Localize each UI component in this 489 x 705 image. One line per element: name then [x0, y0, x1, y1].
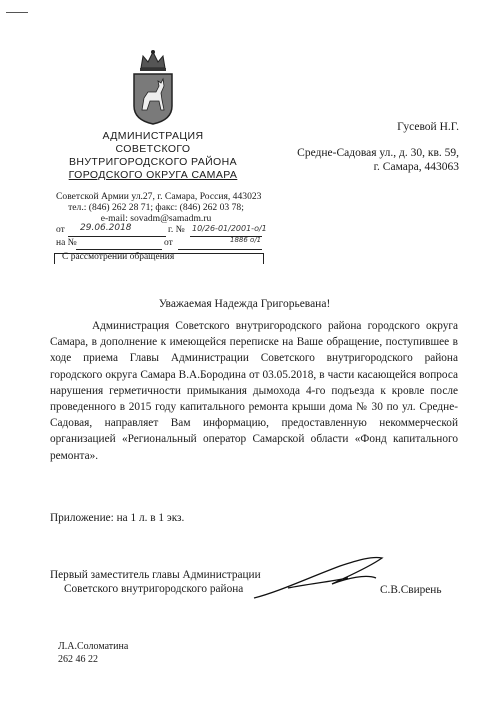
handwritten-signature: [248, 548, 388, 604]
org-address: Советской Армии ул.27, г. Самара, Россия, 443023: [56, 191, 262, 202]
org-line-4: ГОРОДСКОГО ОКРУГА САМАРА: [68, 169, 238, 181]
reply-extra-number: 1886 о/1: [230, 236, 262, 244]
signer-position-line2: Советского внутригородского района: [64, 583, 244, 595]
reply-to-label: на №: [56, 238, 77, 248]
letter-date: 29.06.2018: [80, 223, 132, 233]
recipient-name: Гусевой Н.Г.: [397, 121, 459, 133]
letter-body: Администрация Советского внутригородского района городского округа Самара, в дополнение к имеющейся переписке на Ваше обращение, поступившее в ходе приема Главы Администрации Советского внутригородского района городского округа Самара В.А.Бородина от 03.05.2018, в части касающейся вопроса нарушения герметичности примыкания дымохода 4-го подъезда к кровле после проведенного в 2015 году капитального ремонта крыши дома № 30 по ул. Средне-Садовая, направляет Вам информацию, предоставленную некоммерческой организацией «Региональный оператор Самарской области «Фонд капитального ремонта».: [50, 320, 458, 462]
org-line-2: СОВЕТСКОГО: [115, 143, 191, 155]
from-label: от: [56, 225, 65, 235]
executor-name: Л.А.Соломатина: [58, 641, 129, 652]
coat-of-arms-icon: [128, 48, 178, 126]
number-label: г. №: [168, 225, 185, 235]
org-line-1: АДМИНИСТРАЦИЯ: [102, 130, 204, 142]
signer-position-line1: Первый заместитель главы Администрации: [50, 569, 261, 581]
letter-number: 10/26-01/2001-о/1: [192, 224, 267, 233]
recipient-street: Средне-Садовая ул., д. 30, кв. 59,: [297, 147, 459, 159]
attachment-note: Приложение: на 1 л. в 1 экз.: [50, 512, 185, 524]
signer-name: С.В.Свирень: [380, 584, 442, 596]
org-contacts: [56, 191, 262, 224]
org-email: e-mail: sovadm@samadm.ru: [100, 213, 212, 224]
executor-phone: 262 46 22: [58, 654, 98, 665]
org-line-3: ВНУТРИГОРОДСКОГО РАЙОНА: [68, 156, 238, 168]
organization-name: [48, 130, 258, 182]
reply-from-label: от: [164, 238, 173, 248]
corner-mark: [6, 4, 28, 13]
org-phone: тел.: (846) 262 28 71; факс: (846) 262 03 78;: [68, 202, 244, 213]
subject-line: С рассмотрении обращения: [62, 252, 175, 262]
greeting: Уважаемая Надежда Григорьевана!: [158, 298, 331, 310]
recipient-city: г. Самара, 443063: [373, 161, 459, 173]
